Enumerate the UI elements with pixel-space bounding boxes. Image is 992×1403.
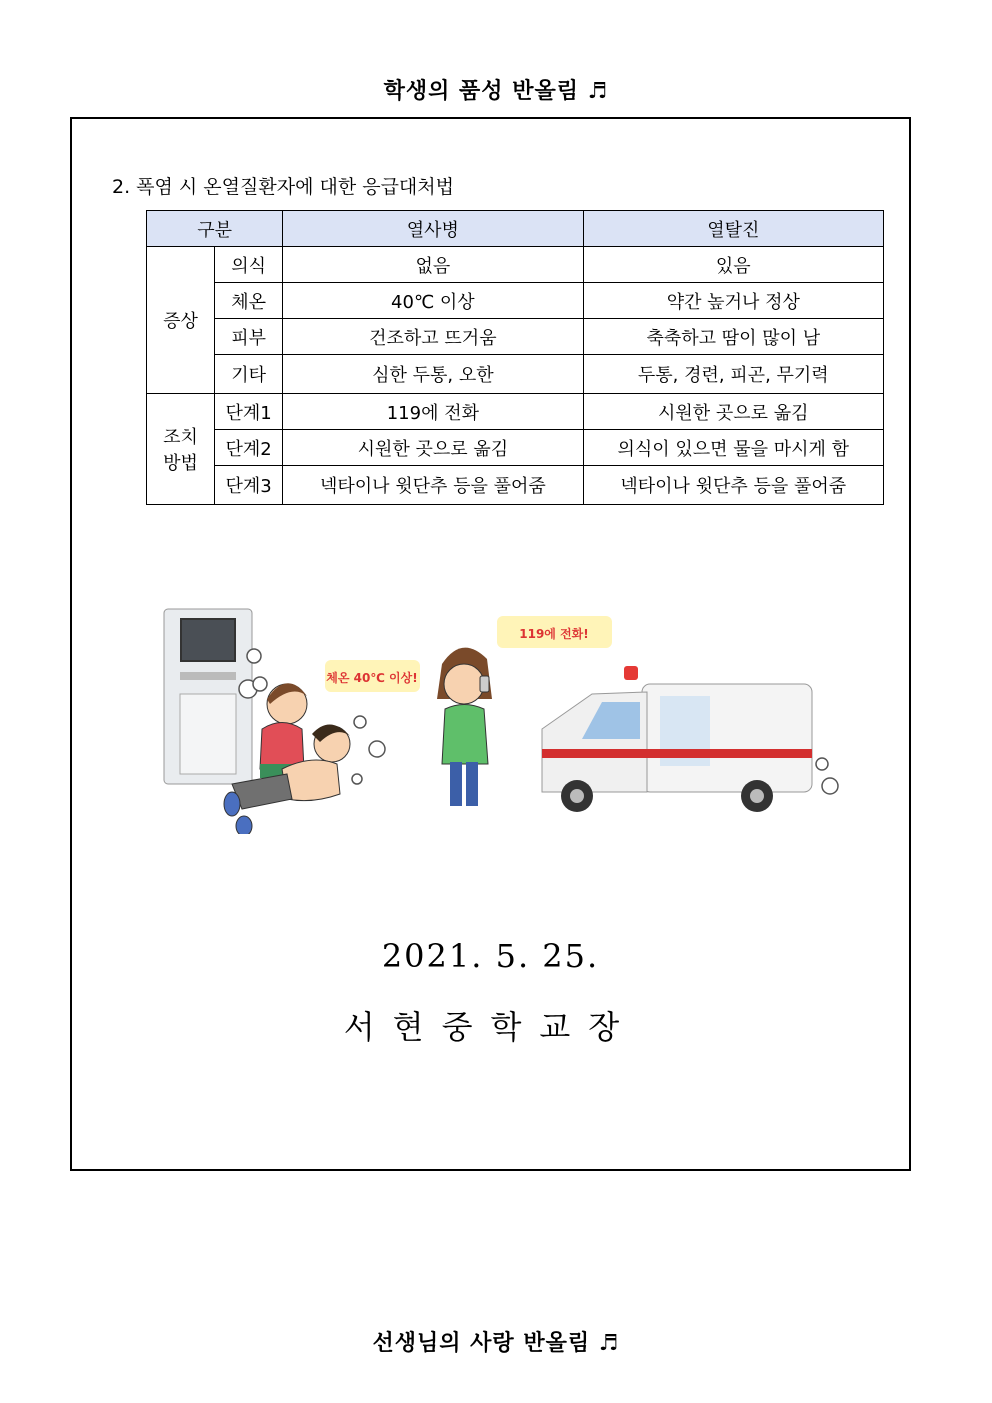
document-date: 2021. 5. 25. <box>381 937 600 975</box>
document-frame <box>70 117 911 1171</box>
table-header-row <box>147 211 884 247</box>
header-exhaustion: 열탈진 <box>583 211 883 247</box>
row-label: 단계2 <box>215 430 283 466</box>
caller-icon <box>437 648 492 806</box>
exhaustion-cell: 있음 <box>583 247 883 283</box>
heatstroke-cell: 건조하고 뜨거움 <box>283 319 583 355</box>
header-category: 구분 <box>147 211 283 247</box>
exhaustion-cell: 의식이 있으면 물을 마시게 함 <box>583 430 883 466</box>
ambulance-icon <box>542 666 812 812</box>
first-aid-table <box>146 210 884 505</box>
temperature-bubble-text: 체온 40℃ 이상! <box>326 671 418 685</box>
table-row <box>147 247 884 283</box>
page-header-title: 학생의 품성 반올림 ♬ <box>383 79 609 104</box>
table-row <box>147 355 884 394</box>
group-treatment-line1: 조치 <box>163 427 198 448</box>
heatstroke-cell: 119에 전화 <box>283 394 583 430</box>
first-aid-illustration <box>162 604 852 834</box>
heatstroke-cell: 없음 <box>283 247 583 283</box>
group-treatment-line2: 방법 <box>163 453 198 474</box>
siren-icon <box>624 666 638 680</box>
heatstroke-cell: 심한 두통, 오한 <box>283 355 583 394</box>
exhaustion-cell: 두통, 경련, 피곤, 무기력 <box>583 355 883 394</box>
exhaustion-cell: 넥타이나 윗단추 등을 풀어줌 <box>583 466 883 505</box>
group-treatment <box>147 394 215 505</box>
row-label: 체온 <box>215 283 283 319</box>
row-label: 피부 <box>215 319 283 355</box>
table-row <box>147 394 884 430</box>
header-heatstroke: 열사병 <box>283 211 583 247</box>
section-heading: 2. 폭염 시 온열질환자에 대한 응급대처법 <box>112 176 454 198</box>
row-label: 기타 <box>215 355 283 394</box>
row-label: 단계1 <box>215 394 283 430</box>
row-label: 의식 <box>215 247 283 283</box>
group-symptoms: 증상 <box>147 247 215 394</box>
exhaustion-cell: 약간 높거나 정상 <box>583 283 883 319</box>
table-row <box>147 430 884 466</box>
temperature-bubble <box>325 660 420 692</box>
page-footer-title: 선생님의 사랑 반올림 ♬ <box>372 1331 620 1356</box>
table-row <box>147 466 884 505</box>
heatstroke-cell: 넥타이나 윗단추 등을 풀어줌 <box>283 466 583 505</box>
heatstroke-cell: 40℃ 이상 <box>283 283 583 319</box>
table-row <box>147 283 884 319</box>
air-conditioner-icon <box>164 609 252 784</box>
call-bubble-text: 119에 전화! <box>519 627 589 641</box>
row-label: 단계3 <box>215 466 283 505</box>
table-row <box>147 319 884 355</box>
call-bubble <box>497 616 612 648</box>
principal-signature: 서현중학교장 <box>343 1008 638 1046</box>
exhaustion-cell: 축축하고 땀이 많이 남 <box>583 319 883 355</box>
exhaustion-cell: 시원한 곳으로 옮김 <box>583 394 883 430</box>
heatstroke-cell: 시원한 곳으로 옮김 <box>283 430 583 466</box>
